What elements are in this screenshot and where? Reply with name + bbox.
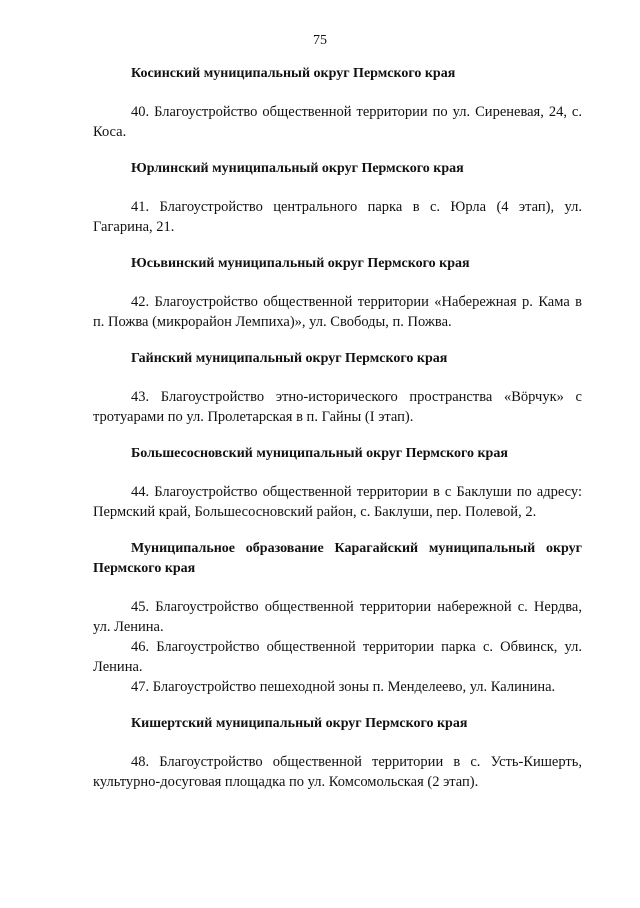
list-item: 45. Благоустройство общественной территории набережной с. Нердва, ул. Ленина. bbox=[93, 599, 582, 635]
list-item: 44. Благоустройство общественной территории в с Баклуши по адресу: Пермский край, Большесосновский район, с. Баклуши, пер. Полевой, 2. bbox=[93, 484, 582, 520]
section-heading: Юрлинский муниципальный округ Пермского края bbox=[131, 161, 464, 176]
list-item: 48. Благоустройство общественной территории в с. Усть-Кишерть, культурно-досуговая площадка по ул. Комсомольская (2 этап). bbox=[93, 754, 582, 790]
list-item: 47. Благоустройство пешеходной зоны п. Менделеево, ул. Калинина. bbox=[131, 679, 556, 695]
section-kosinsky bbox=[93, 64, 582, 159]
section-heading: Большесосновский муниципальный округ Пермского края bbox=[131, 446, 508, 461]
list-item: 41. Благоустройство центрального парка в с. Юрла (4 этап), ул. Гагарина, 21. bbox=[93, 199, 582, 235]
section-yusvinsky bbox=[93, 254, 582, 349]
section-yurlinsky bbox=[93, 159, 582, 254]
section-bolshesosnovsky bbox=[93, 444, 582, 539]
page-number: 75 bbox=[313, 33, 327, 48]
list-item: 43. Благоустройство этно-исторического пространства «Вӧрчук» с тротуарами по ул. Пролетарская в п. Гайны (I этап). bbox=[93, 389, 582, 425]
section-kishertsky bbox=[93, 714, 582, 792]
list-item: 40. Благоустройство общественной территории по ул. Сиреневая, 24, с. Коса. bbox=[93, 104, 582, 140]
section-heading: Гайнский муниципальный округ Пермского края bbox=[131, 351, 448, 366]
section-heading: Муниципальное образование Карагайский муниципальный округ Пермского края bbox=[93, 541, 582, 576]
document-body bbox=[93, 64, 582, 792]
section-heading: Кишертский муниципальный округ Пермского края bbox=[131, 716, 468, 731]
section-heading: Юсьвинский муниципальный округ Пермского края bbox=[131, 256, 470, 271]
list-item: 42. Благоустройство общественной территории «Набережная р. Кама в п. Пожва (микрорайон Лемпиха)», ул. Свободы, п. Пожва. bbox=[93, 294, 582, 330]
list-item: 46. Благоустройство общественной территории парка с. Обвинск, ул. Ленина. bbox=[93, 639, 582, 675]
section-karagaisky bbox=[93, 539, 582, 714]
section-gainsky bbox=[93, 349, 582, 444]
section-heading: Косинский муниципальный округ Пермского края bbox=[131, 66, 456, 81]
